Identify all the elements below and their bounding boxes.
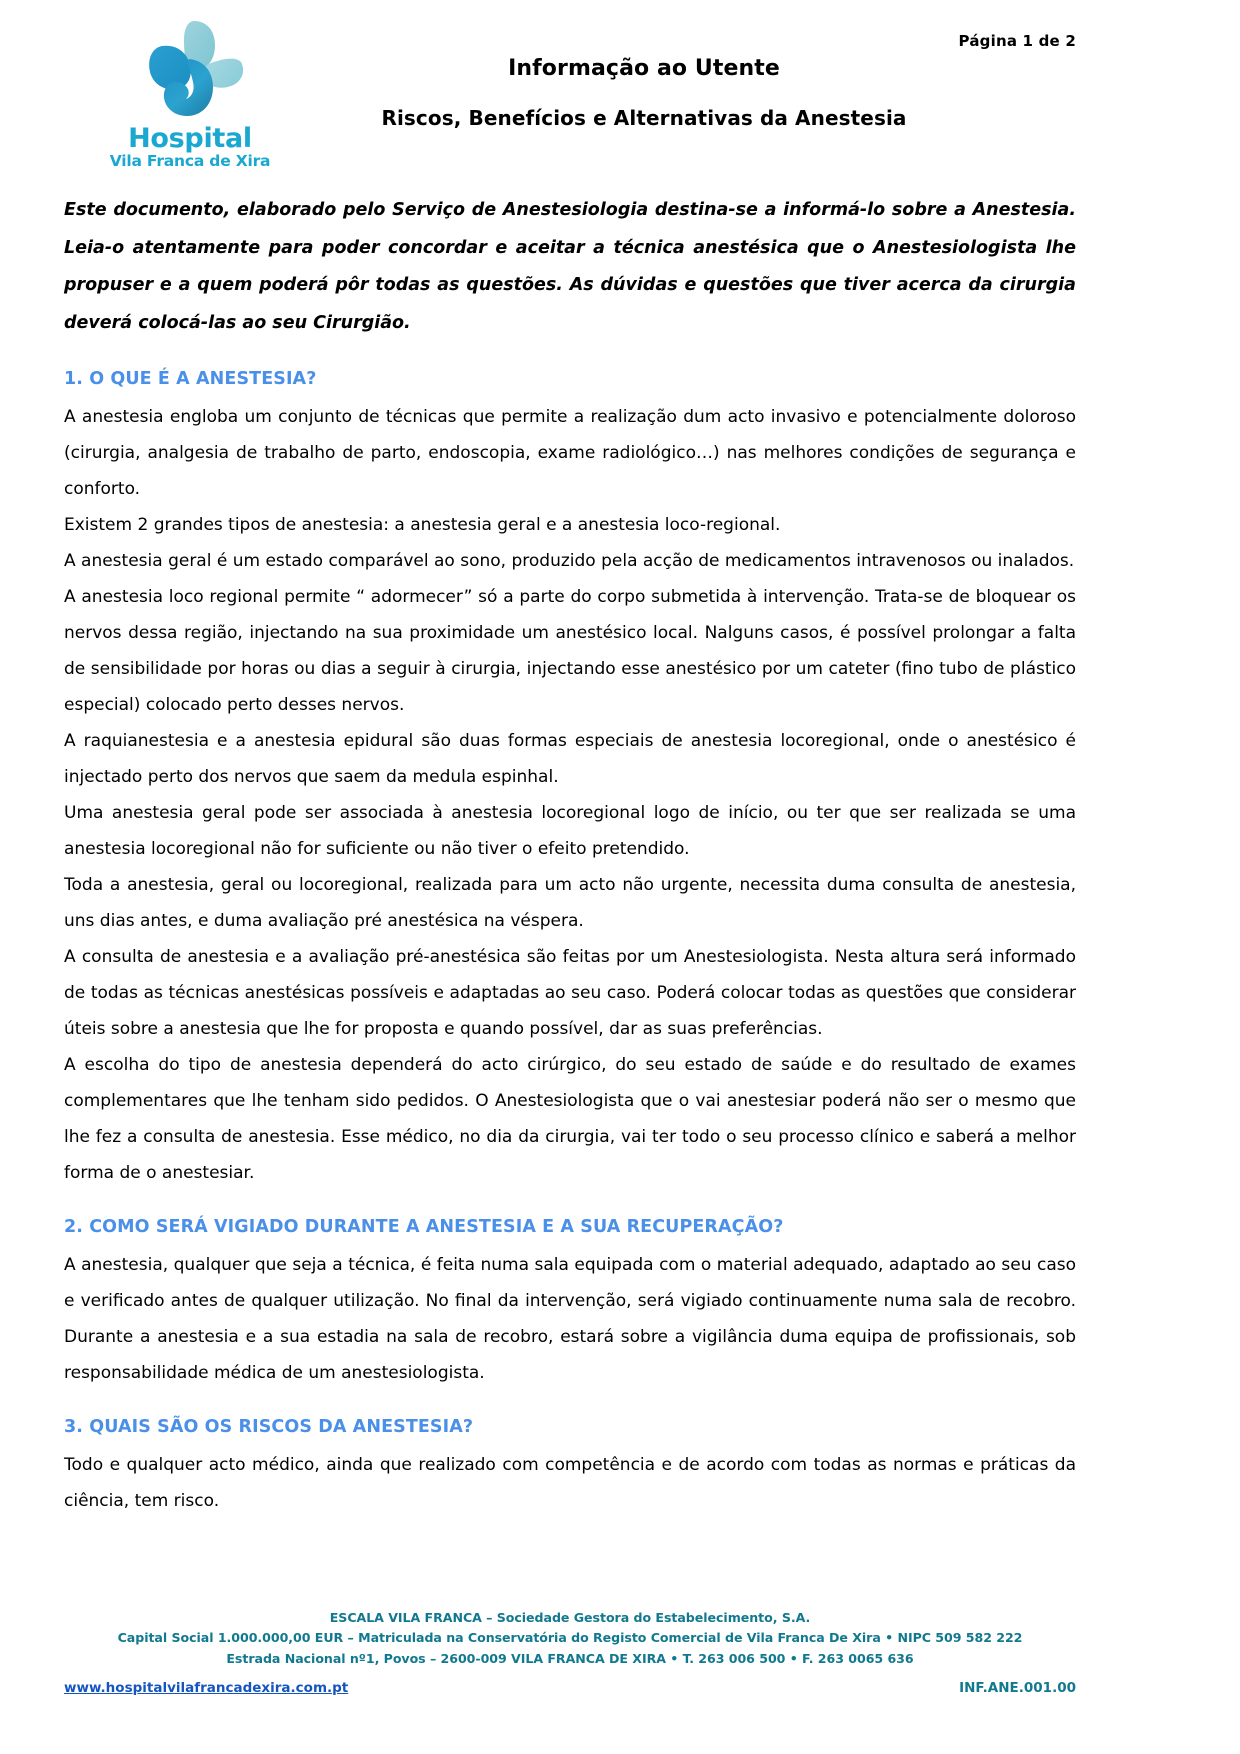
paragraph: A anestesia geral é um estado comparável ao sono, produzido pela acção de medicamentos intravenosos ou inalados. (64, 550, 1075, 571)
hospital-petal-cross-icon (131, 18, 249, 124)
intro-paragraph: Este documento, elaborado pelo Serviço de Anestesiologia destina-se a informá-lo sobre a Anestesia. Leia-o atentamente para poder concordar e aceitar a técnica anestésica que o Anestesiologista lhe propuser e a quem poderá pôr todas as questões. As dúvidas e questões que tiver acerca da cirurgia deverá colocá-las ao seu Cirurgião. (64, 200, 1076, 333)
paragraph: A raquianestesia e a anestesia epidural são duas formas especiais de anestesia locoregional, onde o anestésico é injectado perto dos nervos que saem da medula espinhal. (64, 730, 1076, 787)
section-3 (64, 1417, 1076, 1519)
footer-capital-line: Capital Social 1.000.000,00 EUR – Matriculada na Conservatória do Registo Comercial de Vila Franca De Xira • NIPC 509 582 222 (117, 1630, 1023, 1646)
footer-website-link[interactable]: www.hospitalvilafrancadexira.com.pt (64, 1680, 349, 1696)
footer-document-code: INF.ANE.001.00 (959, 1680, 1076, 1696)
paragraph: A consulta de anestesia e a avaliação pré-anestésica são feitas por um Anestesiologista. Nesta altura será informado de todas as técnicas anestésicas possíveis e adaptadas ao seu caso. Poderá colocar todas as questões que considerar úteis sobre a anestesia que lhe for proposta e quando possível, dar as suas preferências. (64, 946, 1076, 1040)
page-number: Página 1 de 2 (958, 32, 1076, 50)
section-2 (64, 1217, 1076, 1391)
paragraph: Todo e qualquer acto médico, ainda que realizado com competência e de acordo com todas as normas e práticas da ciência, tem risco. (64, 1455, 1076, 1512)
page-title: Informação ao Utente (508, 56, 780, 81)
section-2-heading: 2. COMO SERÁ VIGIADO DURANTE A ANESTESIA E A SUA RECUPERAÇÃO? (64, 1217, 784, 1238)
logo-subtitle: Vila Franca de Xira (109, 151, 271, 170)
footer-address-line: Estrada Nacional nº1, Povos – 2600-009 VILA FRANCA DE XIRA • T. 263 006 500 • F. 263 0065 636 (226, 1650, 914, 1666)
page-subtitle: Riscos, Benefícios e Alternativas da Anestesia (381, 106, 907, 130)
document-header (64, 0, 1076, 168)
section-1 (64, 369, 1076, 1192)
hospital-logo (100, 18, 280, 170)
paragraph: Existem 2 grandes tipos de anestesia: a anestesia geral e a anestesia loco-regional. (64, 514, 781, 535)
paragraph: Toda a anestesia, geral ou locoregional, realizada para um acto não urgente, necessita duma consulta de anestesia, uns dias antes, e duma avaliação pré anestésica na véspera. (64, 874, 1076, 931)
footer-bottom-row (64, 1680, 1076, 1696)
paragraph: A anestesia, qualquer que seja a técnica, é feita numa sala equipada com o material adequado, adaptado ao seu caso e verificado antes de qualquer utilização. No final da intervenção, será vigiado continuamente numa sala de recobro. Durante a anestesia e a sua estadia na sala de recobro, estará sobre a vigilância duma equipa de profissionais, sob responsabilidade médica de um anestesiologista. (64, 1255, 1076, 1384)
document-footer (64, 1608, 1076, 1696)
paragraph: A escolha do tipo de anestesia dependerá do acto cirúrgico, do seu estado de saúde e do resultado de exames complementares que lhe tenham sido pedidos. O Anestesiologista que o vai anestesiar poderá não ser o mesmo que lhe fez a consulta de anestesia. Esse médico, no dia da cirurgia, vai ter todo o seu processo clínico e saberá a melhor forma de o anestesiar. (64, 1055, 1076, 1184)
footer-company-line: ESCALA VILA FRANCA – Sociedade Gestora do Estabelecimento, S.A. (329, 1609, 811, 1625)
logo-wordmark: Hospital (128, 123, 252, 154)
paragraph: Uma anestesia geral pode ser associada à anestesia locoregional logo de início, ou ter que ser realizada se uma anestesia locoregional não for suficiente ou não tiver o efeito pretendido. (64, 802, 1076, 859)
section-1-heading: 1. O QUE É A ANESTESIA? (64, 368, 317, 389)
paragraph: A anestesia loco regional permite “ adormecer” só a parte do corpo submetida à intervenção. Trata-se de bloquear os nervos dessa região, injectando na sua proximidade um anestésico local. Nalguns casos, é possível prolongar a falta de sensibilidade por horas ou dias a seguir à cirurgia, injectando esse anestésico por um cateter (fino tubo de plástico especial) colocado perto desses nervos. (64, 586, 1076, 715)
document-content (64, 0, 1076, 1519)
section-3-heading: 3. QUAIS SÃO OS RISCOS DA ANESTESIA? (64, 1417, 474, 1438)
paragraph: A anestesia engloba um conjunto de técnicas que permite a realização dum acto invasivo e potencialmente doloroso (cirurgia, analgesia de trabalho de parto, endoscopia, exame radiológico…) nas melhores condições de segurança e conforto. (64, 406, 1076, 499)
title-block (294, 56, 994, 130)
